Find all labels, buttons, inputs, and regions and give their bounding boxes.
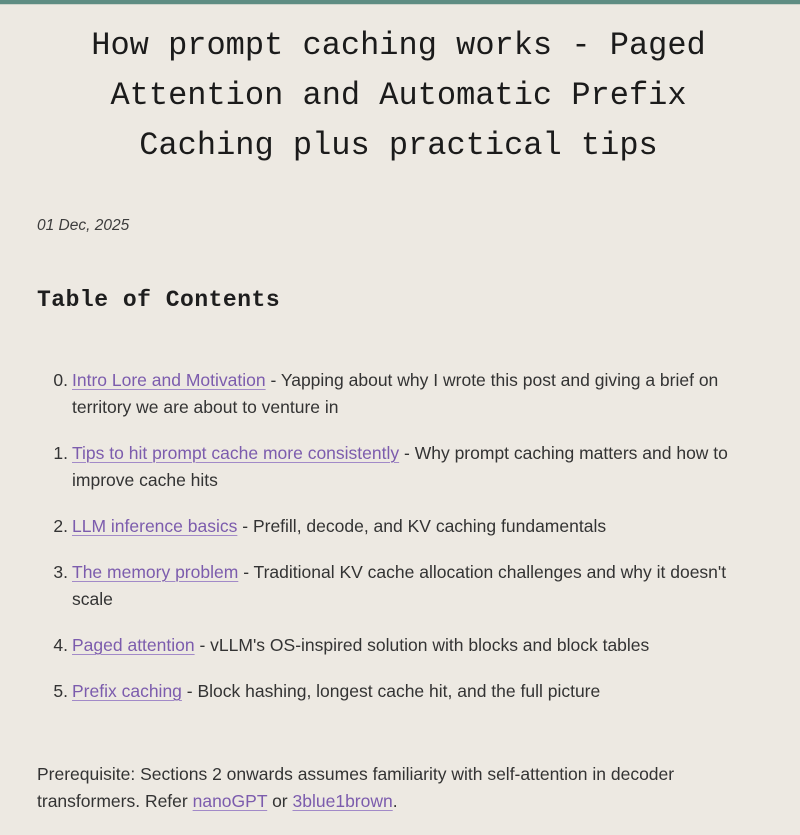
toc-item-number: 1. <box>53 443 68 463</box>
toc-item-paged-attention <box>53 632 732 659</box>
toc-item-memory-problem <box>53 559 732 613</box>
3blue1brown-link[interactable]: 3blue1brown <box>292 791 393 811</box>
prerequisite-period: . <box>392 791 398 811</box>
toc-item-description: - Why prompt caching matters and how to improve cache hits <box>72 443 728 490</box>
toc-item-number: 0. <box>53 370 68 390</box>
nanogpt-link[interactable]: nanoGPT <box>192 791 268 811</box>
toc-list <box>37 367 737 705</box>
toc-link-memory-problem[interactable]: The memory problem <box>72 562 239 582</box>
toc-item-tips <box>53 440 732 494</box>
page-title: How prompt caching works - Paged Attention and Automatic Prefix Caching plus practical tips <box>91 27 706 164</box>
toc-item-inference-basics <box>53 513 732 540</box>
toc-item-number: 4. <box>53 635 68 655</box>
toc-item-prefix-caching <box>53 678 732 705</box>
prerequisite-connector: or <box>272 791 288 811</box>
toc-link-paged-attention[interactable]: Paged attention <box>72 635 195 655</box>
toc-link-prefix-caching[interactable]: Prefix caching <box>72 681 182 701</box>
article-page <box>0 5 800 835</box>
prerequisite-text: Prerequisite: Sections 2 onwards assumes familiarity with self-attention in decoder transformers. Refer <box>37 764 675 811</box>
toc-item-intro <box>53 367 732 421</box>
prerequisite-note <box>37 761 717 815</box>
post-date: 01 Dec, 2025 <box>37 217 130 234</box>
toc-link-tips[interactable]: Tips to hit prompt cache more consistently <box>72 443 400 463</box>
toc-item-number: 5. <box>53 681 68 701</box>
toc-link-intro[interactable]: Intro Lore and Motivation <box>72 370 266 390</box>
toc-link-inference-basics[interactable]: LLM inference basics <box>72 516 238 536</box>
toc-heading: Table of Contents <box>37 287 281 313</box>
toc-item-description: - Yapping about why I wrote this post and giving a brief on territory we are about to venture in <box>72 370 719 417</box>
toc-item-description: - vLLM's OS-inspired solution with blocks and block tables <box>199 635 650 655</box>
toc-item-description: - Traditional KV cache allocation challenges and why it doesn't scale <box>72 562 727 609</box>
toc-item-number: 3. <box>53 562 68 582</box>
toc-item-number: 2. <box>53 516 68 536</box>
toc-item-description: - Prefill, decode, and KV caching fundamentals <box>242 516 607 536</box>
toc-item-description: - Block hashing, longest cache hit, and the full picture <box>186 681 601 701</box>
